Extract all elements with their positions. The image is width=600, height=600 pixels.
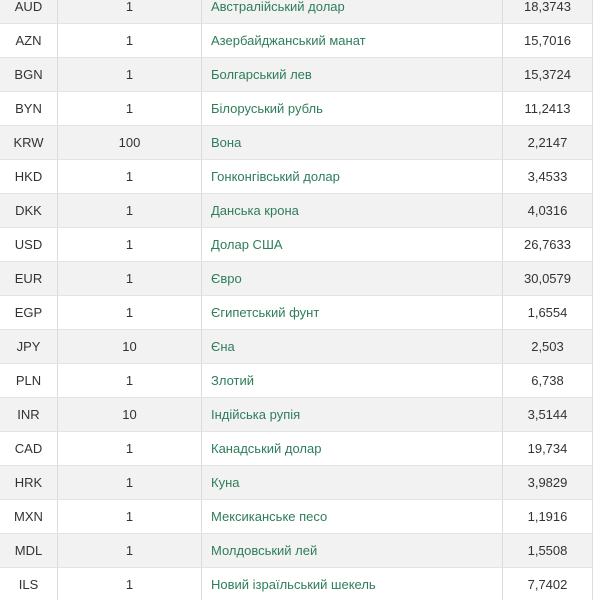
table-row <box>0 432 593 466</box>
rate-cell: 1,6554 <box>503 296 593 330</box>
table-row <box>0 58 593 92</box>
units-cell: 1 <box>58 194 202 228</box>
currency-name-link[interactable]: Новий ізраїльський шекель <box>202 568 503 600</box>
currency-code-cell: USD <box>0 228 58 262</box>
table-row <box>0 534 593 568</box>
currency-name-link[interactable]: Злотий <box>202 364 503 398</box>
table-row <box>0 92 593 126</box>
table-row <box>0 568 593 600</box>
currency-name-link[interactable]: Болгарський лев <box>202 58 503 92</box>
rate-cell: 2,2147 <box>503 126 593 160</box>
rate-cell: 2,503 <box>503 330 593 364</box>
currency-code-cell: EGP <box>0 296 58 330</box>
units-cell: 1 <box>58 262 202 296</box>
units-cell: 1 <box>58 568 202 600</box>
rate-cell: 3,4533 <box>503 160 593 194</box>
currency-code-cell: KRW <box>0 126 58 160</box>
rate-cell: 30,0579 <box>503 262 593 296</box>
currency-code-cell: AUD <box>0 0 58 24</box>
units-cell: 1 <box>58 500 202 534</box>
currency-name-link[interactable]: Євро <box>202 262 503 296</box>
rate-cell: 19,734 <box>503 432 593 466</box>
currency-code-cell: AZN <box>0 24 58 58</box>
table-row <box>0 194 593 228</box>
table-row <box>0 296 593 330</box>
rate-cell: 1,1916 <box>503 500 593 534</box>
units-cell: 1 <box>58 364 202 398</box>
currency-code-cell: CAD <box>0 432 58 466</box>
table-row <box>0 262 593 296</box>
currency-name-link[interactable]: Гонконгівський долар <box>202 160 503 194</box>
rate-cell: 26,7633 <box>503 228 593 262</box>
currency-code-cell: INR <box>0 398 58 432</box>
units-cell: 1 <box>58 466 202 500</box>
currency-code-cell: MDL <box>0 534 58 568</box>
units-cell: 10 <box>58 398 202 432</box>
rate-cell: 11,2413 <box>503 92 593 126</box>
table-row <box>0 364 593 398</box>
rate-cell: 15,7016 <box>503 24 593 58</box>
rate-cell: 15,3724 <box>503 58 593 92</box>
currency-name-link[interactable]: Канадський долар <box>202 432 503 466</box>
currency-code-cell: ILS <box>0 568 58 600</box>
units-cell: 100 <box>58 126 202 160</box>
table-row <box>0 24 593 58</box>
currency-name-link[interactable]: Вона <box>202 126 503 160</box>
rate-cell: 3,5144 <box>503 398 593 432</box>
currency-name-link[interactable]: Данська крона <box>202 194 503 228</box>
rate-cell: 1,5508 <box>503 534 593 568</box>
currency-code-cell: DKK <box>0 194 58 228</box>
currency-code-cell: HRK <box>0 466 58 500</box>
units-cell: 1 <box>58 92 202 126</box>
currency-name-link[interactable]: Куна <box>202 466 503 500</box>
currency-name-link[interactable]: Австралійський долар <box>202 0 503 24</box>
currency-code-cell: BGN <box>0 58 58 92</box>
currency-name-link[interactable]: Білоруський рубль <box>202 92 503 126</box>
currency-code-cell: HKD <box>0 160 58 194</box>
currency-name-link[interactable]: Молдовський лей <box>202 534 503 568</box>
units-cell: 1 <box>58 534 202 568</box>
units-cell: 1 <box>58 432 202 466</box>
units-cell: 1 <box>58 296 202 330</box>
table-row <box>0 500 593 534</box>
units-cell: 1 <box>58 228 202 262</box>
currency-code-cell: JPY <box>0 330 58 364</box>
table-row <box>0 0 593 24</box>
rate-cell: 4,0316 <box>503 194 593 228</box>
currency-name-link[interactable]: Мексиканське песо <box>202 500 503 534</box>
currency-name-link[interactable]: Єна <box>202 330 503 364</box>
table-row <box>0 126 593 160</box>
table-row <box>0 398 593 432</box>
currency-name-link[interactable]: Азербайджанський манат <box>202 24 503 58</box>
units-cell: 1 <box>58 160 202 194</box>
table-row <box>0 330 593 364</box>
currency-name-link[interactable]: Індійська рупія <box>202 398 503 432</box>
table-row <box>0 466 593 500</box>
table-row <box>0 160 593 194</box>
currency-code-cell: PLN <box>0 364 58 398</box>
currency-code-cell: MXN <box>0 500 58 534</box>
units-cell: 10 <box>58 330 202 364</box>
units-cell: 1 <box>58 58 202 92</box>
rate-cell: 18,3743 <box>503 0 593 24</box>
currency-name-link[interactable]: Долар США <box>202 228 503 262</box>
units-cell: 1 <box>58 0 202 24</box>
rate-cell: 6,738 <box>503 364 593 398</box>
rate-cell: 7,7402 <box>503 568 593 600</box>
currency-code-cell: BYN <box>0 92 58 126</box>
currency-name-link[interactable]: Єгипетський фунт <box>202 296 503 330</box>
table-row <box>0 228 593 262</box>
rate-cell: 3,9829 <box>503 466 593 500</box>
currency-code-cell: EUR <box>0 262 58 296</box>
units-cell: 1 <box>58 24 202 58</box>
